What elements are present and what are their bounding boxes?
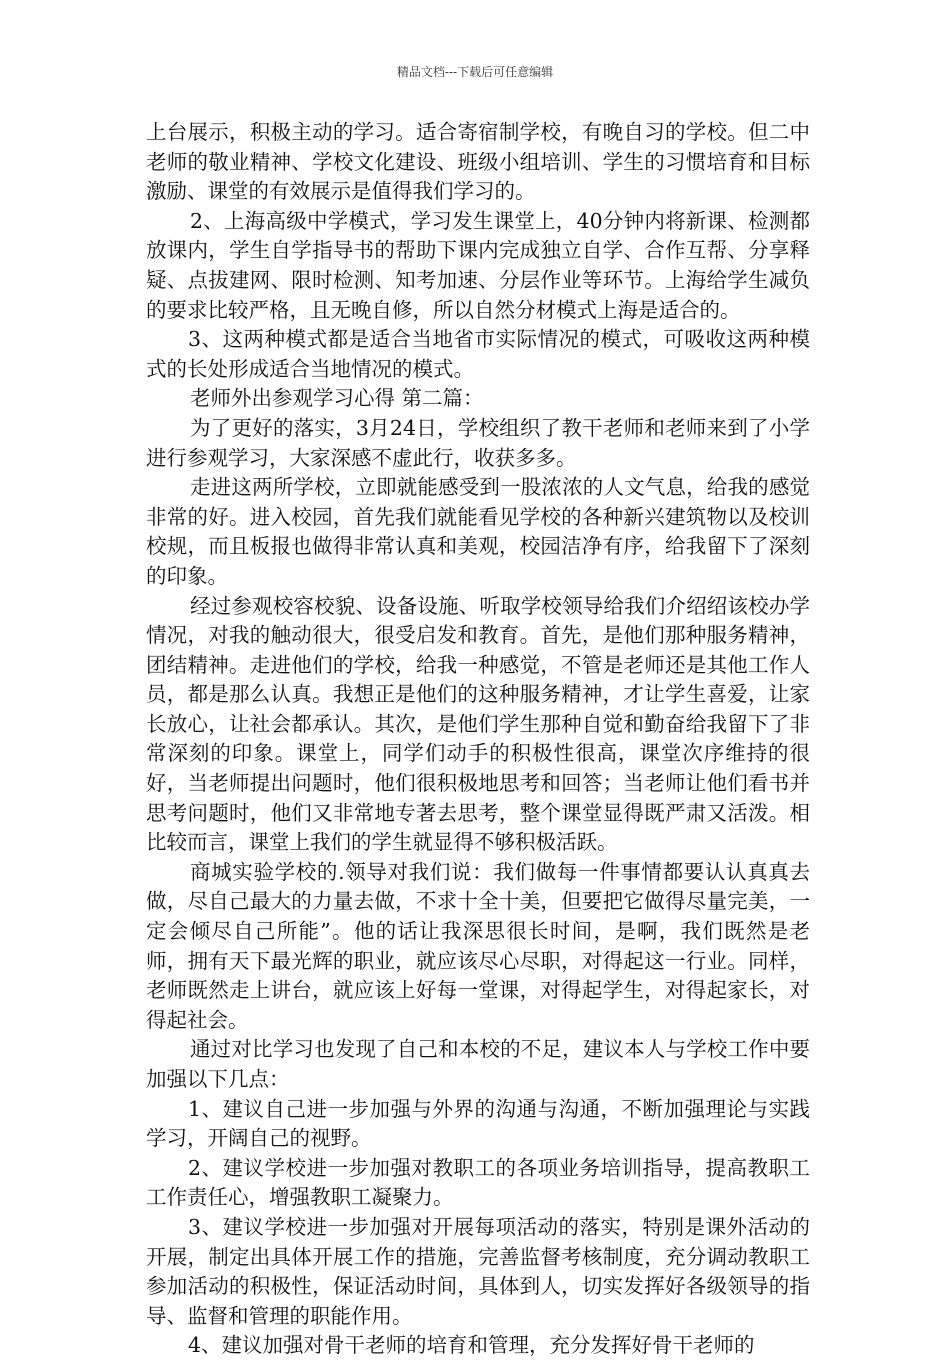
paragraph-7: 商城实验学校的.领导对我们说：我们做每一件事情都要认认真真去做，尽自己最大的力量去做，不求十全十美，但要把它做得尽量完美，一定会倾尽自己所能”。他的话让我深思很长时间，是啊，我们既然是老师，拥有天下最光辉的职业，就应该尽心尽职，对得起这一行业。同样，老师既然走上讲台，就应该上好每一堂课，对得起学生，对得起家长，对得起社会。 [146, 859, 810, 1032]
paragraph-3: 3、这两种模式都是适合当地省市实际情况的模式，可吸收这两种模式的长处形成适合当地情况的模式。 [146, 327, 810, 381]
document-body [146, 118, 810, 1361]
suggestion-2: 2、建议学校进一步加强对教职工的各项业务培训指导，提高教职工工作责任心，增强教职工凝聚力。 [146, 1155, 810, 1210]
suggestion-4: 4、建议加强对骨干老师的培育和管理，充分发挥好骨干老师的 [188, 1333, 755, 1358]
section-title: 老师外出参观学习心得 第二篇： [190, 386, 484, 411]
paragraph-1: 上台展示，积极主动的学习。适合寄宿制学校，有晚自习的学校。但二中老师的敬业精神、学校文化建设、班级小组培训、学生的习惯培育和目标激励、课堂的有效展示是值得我们学习的。 [146, 120, 810, 204]
paragraph-8: 通过对比学习也发现了自己和本校的不足，建议本人与学校工作中要加强以下几点： [146, 1037, 810, 1091]
paragraph-4: 为了更好的落实，3月24日，学校组织了教干老师和老师来到了小学进行参观学习，大家深感不虚此行，收获多多。 [146, 415, 810, 470]
suggestion-3: 3、建议学校进一步加强对开展每项活动的落实，特别是课外活动的开展，制定出具体开展工作的措施，完善监督考核制度，充分调动教职工参加活动的积极性，保证活动时间，具体到人，切实发挥好各级领导的指导、监督和管理的职能作用。 [146, 1214, 810, 1328]
suggestion-1: 1、建议自己进一步加强与外界的沟通与沟通，不断加强理论与实践学习，开阔自己的视野。 [146, 1096, 810, 1151]
page-header: 精品文档---下载后可任意编辑 [396, 65, 554, 79]
paragraph-5: 走进这两所学校，立即就能感受到一股浓浓的人文气息，给我的感觉非常的好。进入校园，首先我们就能看见学校的各种新兴建筑物以及校训校规，而且板报也做得非常认真和美观，校园洁净有序，给我留下了深刻的印象。 [146, 475, 810, 588]
paragraph-6: 经过参观校容校貌、设备设施、听取学校领导给我们介绍绍该校办学情况，对我的触动很大，很受启发和教育。首先，是他们那种服务精神，团结精神。走进他们的学校，给我一种感觉，不管是老师还是其他工作人员，都是那么认真。我想正是他们的这种服务精神，才让学生喜爱，让家长放心，让社会都承认。其次，是他们学生那种自觉和勤奋给我留下了非常深刻的印象。课堂上，同学们动手的积极性很高，课堂次序维持的很好，当老师提出问题时，他们很积极地思考和回答；当老师让他们看书并思考问题时，他们又非常地专著去思考，整个课堂显得既严肃又活泼。相比较而言，课堂上我们的学生就显得不够积极活跃。 [146, 593, 810, 855]
paragraph-2: 2、上海高级中学模式，学习发生课堂上，40分钟内将新课、检测都放课内，学生自学指导书的帮助下课内完成独立自学、合作互帮、分享释疑、点拔建网、限时检测、知考加速、分层作业等环节。上海给学生减负的要求比较严格，且无晚自修，所以自然分材模式上海是适合的。 [146, 208, 810, 322]
